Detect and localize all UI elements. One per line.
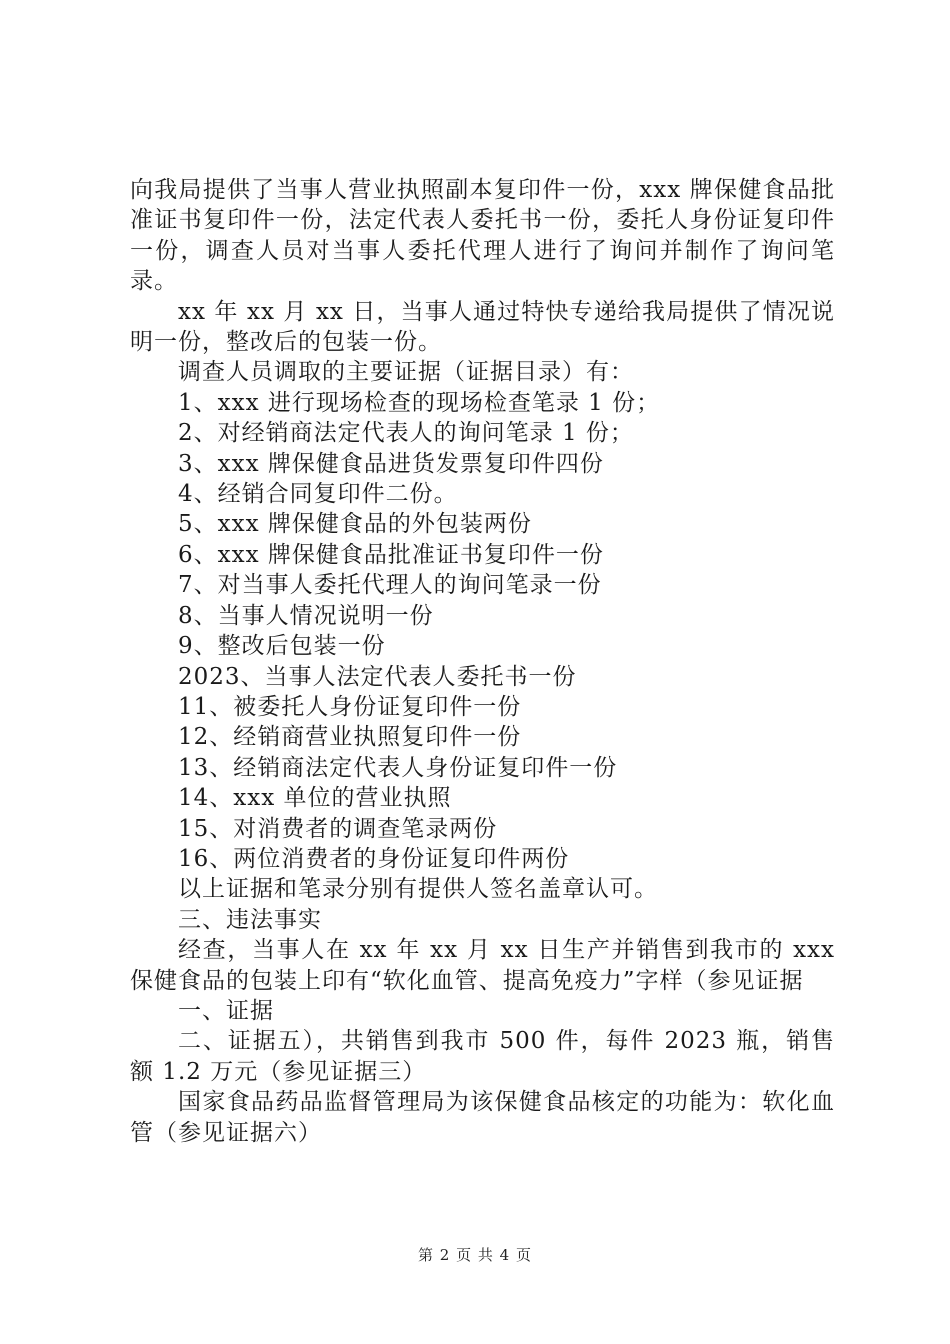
evidence-item: 9、整改后包装一份 bbox=[178, 633, 386, 660]
evidence-item: 15、对消费者的调查笔录两份 bbox=[178, 815, 498, 842]
document-body bbox=[130, 175, 835, 1148]
paragraph-express-delivery: xx 年 xx 月 xx 日，当事人通过特快专递给我局提供了情况说明一份，整改后的包装一份。 bbox=[130, 298, 835, 356]
evidence-item: 6、xxx 牌保健食品批准证书复印件一份 bbox=[178, 541, 604, 568]
section-heading-violation-facts: 三、违法事实 bbox=[178, 906, 322, 933]
evidence-item: 2023、当事人法定代表人委托书一份 bbox=[178, 663, 577, 690]
evidence-item: 2、对经销商法定代表人的询问笔录 1 份； bbox=[178, 420, 634, 447]
paragraph-evidence-list-heading: 调查人员调取的主要证据（证据目录）有： bbox=[178, 359, 634, 386]
evidence-item: 4、经销合同复印件二份。 bbox=[178, 481, 458, 508]
paragraph-investigation-finding: 经查，当事人在 xx 年 xx 月 xx 日生产并销售到我市的 xxx 保健食品的包装上印有“软化血管、提高免疫力”字样（参见证据 bbox=[130, 937, 835, 994]
paragraph-approved-function: 国家食品药品监督管理局为该保健食品核定的功能为：软化血管（参见证据六） bbox=[130, 1089, 835, 1146]
evidence-item: 5、xxx 牌保健食品的外包装两份 bbox=[178, 511, 532, 538]
evidence-item: 14、xxx 单位的营业执照 bbox=[178, 785, 452, 812]
evidence-item: 13、经销商法定代表人身份证复印件一份 bbox=[178, 754, 618, 781]
evidence-item: 1、xxx 进行现场检查的现场检查笔录 1 份； bbox=[178, 389, 661, 416]
page-number-footer: 第 2 页 共 4 页 bbox=[418, 1246, 532, 1264]
paragraph-evidence-one: 一、证据 bbox=[178, 997, 274, 1024]
evidence-item: 16、两位消费者的身份证复印件两份 bbox=[178, 845, 570, 872]
evidence-item: 11、被委托人身份证复印件一份 bbox=[178, 693, 522, 720]
evidence-item: 8、当事人情况说明一份 bbox=[178, 602, 434, 629]
paragraph-evidence-provided: 向我局提供了当事人营业执照副本复印件一份，xxx 牌保健食品批准证书复印件一份，法定代表人委托书一份，委托人身份证复印件一份，调查人员对当事人委托代理人进行了询问并制作了询问笔录。 bbox=[130, 177, 835, 295]
paragraph-sales-amount: 二、证据五），共销售到我市 500 件，每件 2023 瓶，销售额 1.2 万元（参见证据三） bbox=[130, 1028, 835, 1085]
evidence-item: 3、xxx 牌保健食品进货发票复印件四份 bbox=[178, 450, 604, 477]
evidence-item: 12、经销商营业执照复印件一份 bbox=[178, 724, 522, 751]
paragraph-signature-note: 以上证据和笔录分别有提供人签名盖章认可。 bbox=[178, 876, 658, 903]
evidence-item: 7、对当事人委托代理人的询问笔录一份 bbox=[178, 572, 602, 599]
